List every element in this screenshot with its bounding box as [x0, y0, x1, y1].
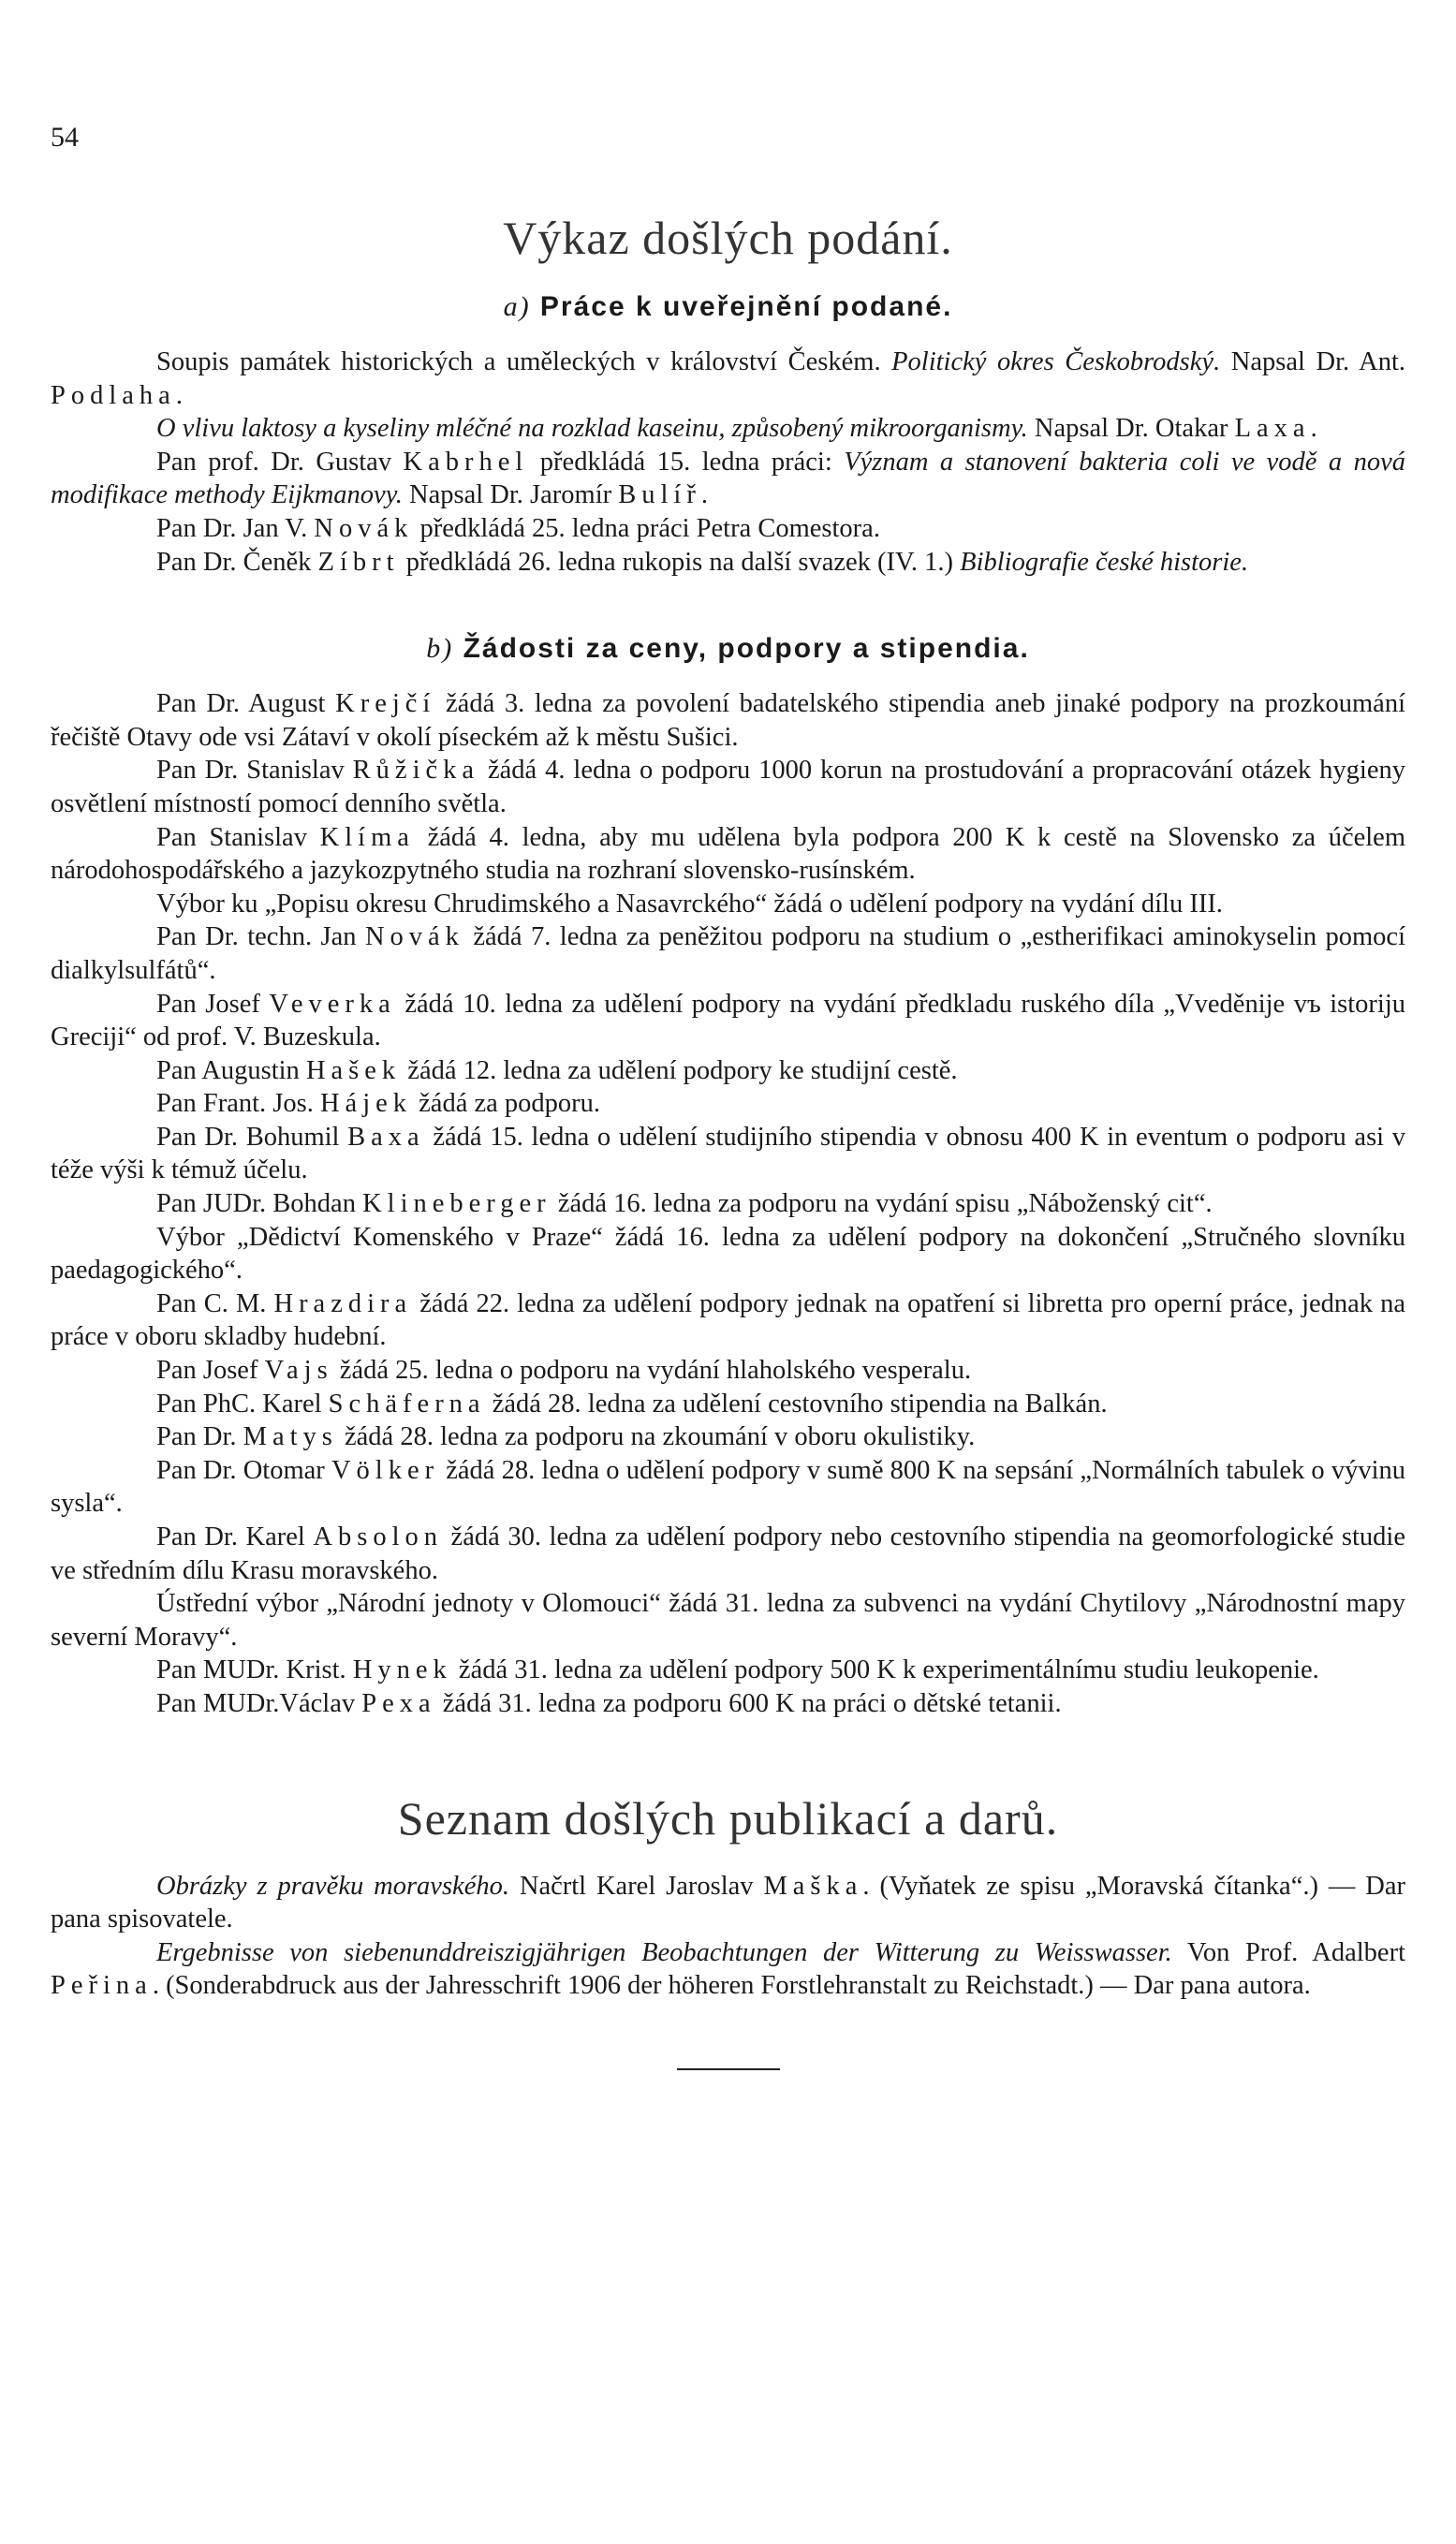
entry-paragraph: [51, 1454, 1405, 1521]
entry-paragraph: [51, 1388, 1405, 1421]
entry-text: žádá 4. ledna o podporu 1000 korun na prostudování a propracování otázek hygieny osvětlení místností pomocí denního světla.: [51, 756, 1405, 818]
author-name: Veverka: [269, 989, 396, 1019]
entry-paragraph: [51, 1054, 1405, 1088]
entry-text: . (Sonderabdruck aus der Jahresschrift 1906 der höheren Forstlehranstalt zu Reichstadt.) — Dar pana autora.: [152, 1971, 1311, 2001]
entry-text: žádá 3. ledna za povolení badatelského stipendia aneb jinaké podpory na prozkoumání řečiště Otavy ode vsi Zátaví v okolí píseckém až k městu Sušici.: [51, 689, 1405, 752]
author-name: Zíbrt: [317, 547, 400, 577]
entry-text: Pan Dr. Otomar: [156, 1455, 331, 1485]
entry-paragraph: [51, 412, 1405, 446]
author-name: Novák: [314, 513, 414, 543]
author-name: Pexa: [361, 1688, 436, 1718]
entry-paragraph: [51, 1936, 1405, 2003]
closing-rule: [677, 2068, 780, 2070]
entry-text: Pan Dr. Bohumil: [156, 1122, 348, 1152]
author-name: Maška: [763, 1871, 863, 1901]
entry-text: Pan Dr. August: [156, 689, 336, 719]
entry-paragraph: [51, 1087, 1405, 1121]
entry-text: Načrtl Karel Jaroslav: [508, 1871, 764, 1901]
author-name: Vajs: [264, 1356, 333, 1386]
entry-text: .: [1310, 414, 1317, 444]
author-name: Krejčí: [335, 689, 436, 719]
italic-title: Politický okres Českobrodský.: [891, 347, 1221, 376]
entry-paragraph: [51, 754, 1405, 820]
entry-text: Pan Dr. Jan V.: [156, 513, 315, 543]
author-name: Schäferna: [328, 1389, 486, 1419]
entry-text: žádá 25. ledna o podporu na vydání hlaholského vesperalu.: [332, 1356, 972, 1386]
author-name: Baxa: [347, 1122, 425, 1152]
italic-title: Význam a stanovení bakteria coli ve vodě a nová modifikace methody Eijkmanovy.: [51, 447, 1406, 510]
entry-text: Pan Stanislav: [156, 822, 320, 852]
entry-text: Pan Augustin: [156, 1055, 306, 1085]
entry-paragraph: [51, 1870, 1405, 1936]
author-name: Klíma: [319, 822, 415, 852]
entry-text: žádá 31. ledna za podporu 600 K na práci o dětské tetanii.: [435, 1688, 1062, 1718]
entry-text: Pan MUDr.Václav: [156, 1688, 362, 1718]
entry-paragraph: [51, 988, 1405, 1054]
entry-paragraph: [51, 1121, 1405, 1187]
entry-text: žádá 4. ledna, aby mu udělena byla podpora 200 K k cestě na Slovensko za účelem národohospodářského a jazykozpytného studia na rozhraní slovensko-rusínském.: [51, 822, 1405, 886]
entry-text: žádá 15. ledna o udělení studijního stipendia v obnosu 400 K in eventum o podporu asi v téže výši k témuž účelu.: [51, 1122, 1405, 1185]
author-name: Laxa: [1234, 414, 1311, 444]
author-name: Hájek: [319, 1089, 413, 1119]
entry-text: žádá 12. ledna za udělení podpory ke studijní cestě.: [401, 1055, 958, 1085]
author-name: Völker: [331, 1455, 440, 1485]
entry-text: Pan MUDr. Krist.: [156, 1655, 353, 1685]
entry-text: Pan prof. Dr. Gustav: [156, 447, 404, 477]
entry-text: Výbor ku „Popisu okresu Chrudimského a Nasavrckého“ žádá o udělení podpory na vydání dílu III.: [156, 889, 1223, 919]
entry-text: žádá 10. ledna za udělení podpory na vydání předkladu ruského díla „Vveděnije vъ istoriju Greciji“ od prof. V. Buzeskula.: [51, 989, 1406, 1052]
entry-text: Pan Dr.: [156, 1422, 243, 1452]
entry-paragraph: [51, 920, 1405, 987]
entry-text: Pan Dr. Čeněk: [156, 547, 318, 577]
author-name: Bulíř: [618, 480, 701, 510]
author-name: Hrazdira: [273, 1288, 413, 1318]
entry-text: Pan Dr. techn. Jan: [156, 922, 365, 952]
entry-paragraph: [51, 1221, 1405, 1287]
author-name: Klineberger: [362, 1189, 552, 1219]
entry-text: žádá 31. ledna za udělení podpory 500 K k experimentálnímu studiu leukopenie.: [451, 1655, 1319, 1685]
page-content: [51, 211, 1405, 2070]
entries-list-b: [51, 687, 1405, 1720]
italic-title: Obrázky z pravěku moravského.: [156, 1871, 509, 1901]
italic-title: Bibliografie české historie.: [960, 547, 1249, 577]
entry-paragraph: [51, 1354, 1405, 1388]
author-name: Absolon: [313, 1522, 443, 1551]
author-name: Hašek: [305, 1055, 402, 1085]
subsection-title-a: Práce k uveřejnění podané.: [539, 291, 953, 322]
author-name: Hynek: [352, 1655, 452, 1685]
entry-text: žádá 22. ledna za udělení podpory jednak na opatření si libretta pro operní práce, jednak na práce v oboru skladby hudební.: [51, 1288, 1405, 1352]
author-name: Podlaha: [51, 380, 176, 410]
entry-text: Soupis památek historických a uměleckých v království Českém.: [156, 347, 892, 376]
entry-paragraph: [51, 1420, 1405, 1454]
page-number: 54: [51, 122, 79, 153]
entry-text: Von Prof. Adalbert: [1171, 1937, 1405, 1967]
entry-paragraph: [51, 346, 1405, 412]
entry-paragraph: [51, 687, 1405, 754]
entry-text: žádá za podporu.: [412, 1089, 601, 1119]
subsection-label-b: b): [426, 633, 454, 665]
entry-paragraph: [51, 1654, 1405, 1687]
entry-text: Pan JUDr. Bohdan: [156, 1189, 363, 1219]
entry-paragraph: [51, 1587, 1405, 1654]
entry-text: Napsal Dr. Otakar: [1027, 414, 1235, 444]
entry-paragraph: [51, 1287, 1405, 1354]
author-name: Matys: [243, 1422, 338, 1452]
entry-text: Výbor „Dědictví Komenského v Praze“ žádá 16. ledna za udělení podpory na dokončení „Stručného slovníku paedagogického“.: [51, 1222, 1405, 1286]
entry-text: Napsal Dr. Ant.: [1220, 347, 1405, 376]
entry-text: Pan PhC. Karel: [156, 1389, 329, 1419]
entry-text: .: [175, 380, 183, 410]
entry-text: Pan Josef: [156, 989, 270, 1019]
entry-paragraph: [51, 546, 1405, 580]
entry-text: Ústřední výbor „Národní jednoty v Olomouci“ žádá 31. ledna za subvenci na vydání Chytilovy „Národnostní mapy severní Moravy“.: [51, 1589, 1405, 1652]
entry-paragraph: [51, 888, 1405, 921]
entry-text: předkládá 15. ledna práci:: [528, 447, 845, 477]
subsection-heading-b: [51, 633, 1405, 665]
italic-title: Ergebnisse von siebenunddreiszigjährigen Beobachtungen der Witterung zu Weisswasser.: [156, 1937, 1172, 1967]
entry-text: Napsal Dr. Jaromír: [402, 480, 619, 510]
entry-paragraph: [51, 1187, 1405, 1221]
author-name: Růžička: [352, 756, 480, 786]
entry-text: žádá 28. ledna za udělení cestovního stipendia na Balkán.: [485, 1389, 1108, 1419]
entry-paragraph: [51, 821, 1405, 888]
entry-text: Pan C. M.: [156, 1288, 274, 1318]
entry-paragraph: [51, 446, 1405, 512]
entry-text: žádá 16. ledna za podporu na vydání spisu „Náboženský cit“.: [551, 1189, 1213, 1219]
italic-title: O vlivu laktosy a kyseliny mléčné na rozklad kaseinu, způsobený mikroorganismy.: [156, 414, 1028, 444]
entries-list-a: [51, 346, 1405, 579]
entry-text: Pan Josef: [156, 1356, 265, 1386]
entries-list-publications: [51, 1870, 1405, 2003]
subsection-heading-a: [51, 291, 1405, 323]
entry-text: žádá 28. ledna za podporu na zkoumání v oboru okulistiky.: [337, 1422, 976, 1452]
entry-text: Pan Dr. Stanislav: [156, 756, 353, 786]
section-title-publications: Seznam došlých publikací a darů.: [397, 1791, 1059, 1845]
entry-text: předkládá 25. ledna práci Petra Comestora.: [413, 513, 880, 543]
entry-text: žádá 28. ledna o udělení podpory v sumě 800 K na sepsání „Normálních tabulek o vývinu sysla“.: [51, 1455, 1405, 1519]
entry-text: . (Vyňatek ze spisu „Moravská čítanka“.) — Dar pana spisovatele.: [51, 1871, 1405, 1934]
entry-paragraph: [51, 512, 1405, 546]
entry-paragraph: [51, 1687, 1405, 1721]
author-name: Novák: [364, 922, 464, 952]
section-title-submissions: Výkaz došlých podání.: [503, 212, 953, 264]
entry-paragraph: [51, 1521, 1405, 1587]
entry-text: Pan Frant. Jos.: [156, 1089, 320, 1119]
entry-text: Pan Dr. Karel: [156, 1522, 314, 1551]
author-name: Peřina: [51, 1971, 153, 2001]
entry-text: předkládá 26. ledna rukopis na další svazek (IV. 1.): [399, 547, 961, 577]
entry-text: žádá 7. ledna za peněžitou podporu na studium o „estherifikaci aminokyselin pomocí dialkylsulfátů“.: [51, 922, 1405, 985]
entry-text: .: [700, 480, 708, 510]
entry-text: žádá 30. ledna za udělení podpory nebo cestovního stipendia na geomorfologické studie ve středním dílu Krasu moravského.: [51, 1522, 1405, 1585]
author-name: Kabrhel: [403, 447, 529, 477]
subsection-label-a: a): [503, 291, 531, 322]
subsection-title-b: Žádosti za ceny, podpory a stipendia.: [463, 633, 1030, 665]
